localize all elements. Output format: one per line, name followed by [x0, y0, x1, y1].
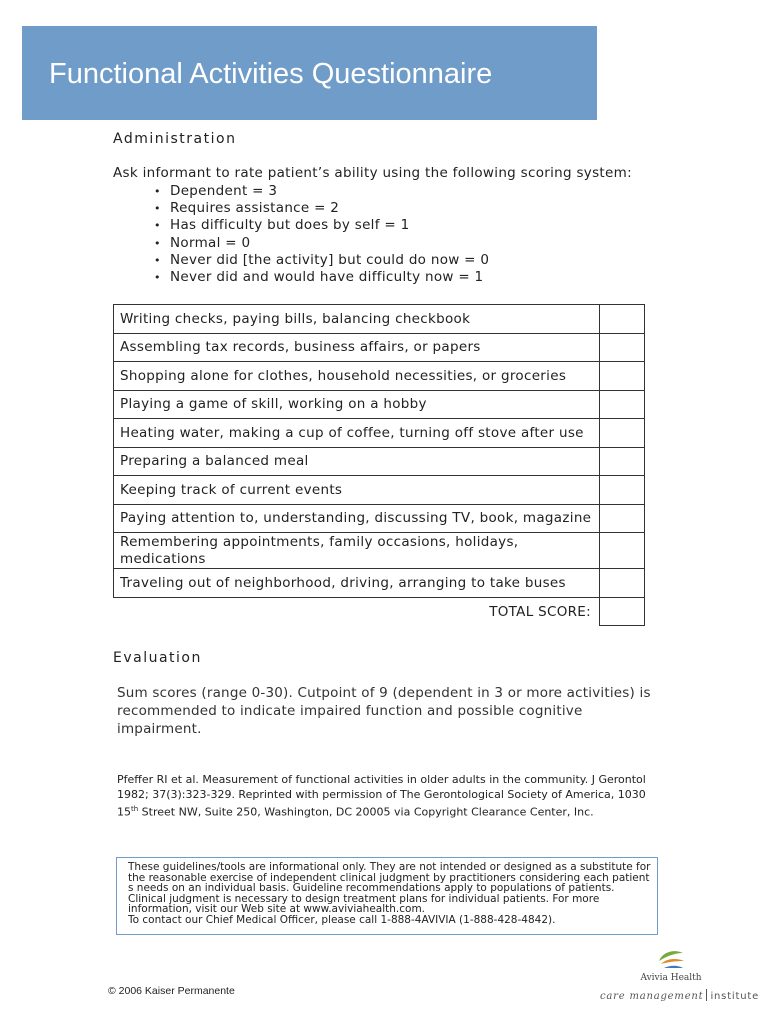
score-box[interactable]	[600, 419, 645, 448]
score-box[interactable]	[600, 569, 645, 598]
disclaimer-contact: To contact our Chief Medical Officer, please call 1-888-4AVIVIA (1-888-428-4842).	[128, 913, 556, 926]
activity-label: Traveling out of neighborhood, driving, arranging to take buses	[114, 569, 600, 598]
activity-label: Keeping track of current events	[114, 476, 600, 505]
table-row	[114, 390, 645, 419]
table-row	[114, 476, 645, 505]
logo-tagline	[600, 989, 759, 1002]
avivia-logo	[598, 945, 760, 1007]
activity-label: Remembering appointments, family occasions, holidays, medications	[114, 533, 600, 569]
activities-table	[113, 304, 645, 626]
activity-label: Writing checks, paying bills, balancing checkbook	[114, 305, 600, 334]
disclaimer-text: These guidelines/tools are informational only. They are not intended or designed as a substitute for the reasonable exercise of independent clinical judgment by practitioners considering each patient s needs on an individual basis. Guideline recommendations apply to populations of patients. Clinical judgment is necessary to design treatment plans for individual patients. For more information, visit our Web site at www.aviviahealth.com.	[128, 861, 651, 915]
total-row	[114, 597, 645, 626]
score-box[interactable]	[600, 476, 645, 505]
administration-heading: Administration	[113, 131, 237, 147]
scoring-item: • Requires assistance = 2	[154, 200, 489, 217]
score-box[interactable]	[600, 447, 645, 476]
title-banner	[22, 26, 597, 120]
avivia-leaf-icon	[655, 947, 687, 973]
page-title: Functional Activities Questionnaire	[49, 58, 493, 90]
activity-label: Preparing a balanced meal	[114, 447, 600, 476]
table-row	[114, 305, 645, 334]
score-box[interactable]	[600, 305, 645, 334]
disclaimer-box	[116, 857, 658, 935]
citation-text: Pfeffer RI et al. Measurement of functional activities in older adults in the community. J Gerontol 1982; 37(3):323-329. Reprinted with permission of The Gerontological Society of America, 1030 15	[117, 773, 646, 819]
activity-label: Shopping alone for clothes, household necessities, or groceries	[114, 362, 600, 391]
table-row	[114, 504, 645, 533]
table-row	[114, 447, 645, 476]
table-row	[114, 362, 645, 391]
scoring-item: • Dependent = 3	[154, 183, 489, 200]
table-row	[114, 569, 645, 598]
score-box[interactable]	[600, 533, 645, 569]
activity-label: Heating water, making a cup of coffee, turning off stove after use	[114, 419, 600, 448]
scoring-item: • Never did and would have difficulty now = 1	[154, 269, 489, 286]
scoring-item: • Has difficulty but does by self = 1	[154, 217, 489, 234]
scoring-item: • Normal = 0	[154, 235, 489, 252]
logo-tagline-main: care management	[600, 991, 704, 1002]
copyright: © 2006 Kaiser Permanente	[108, 985, 235, 997]
total-score-box[interactable]	[600, 597, 645, 626]
citation-text-end: Street NW, Suite 250, Washington, DC 20005 via Copyright Clearance Center, Inc.	[138, 805, 594, 819]
table-row	[114, 533, 645, 569]
total-score-label: TOTAL SCORE:	[489, 603, 591, 620]
logo-name: Avivia Health	[640, 973, 702, 983]
activity-label: Assembling tax records, business affairs, or papers	[114, 333, 600, 362]
score-box[interactable]	[600, 362, 645, 391]
logo-tagline-institute: institute	[710, 991, 760, 1002]
evaluation-text: Sum scores (range 0-30). Cutpoint of 9 (dependent in 3 or more activities) is recommended to indicate impaired function and possible cognitive impairment.	[117, 685, 651, 737]
citation-superscript: th	[131, 805, 139, 813]
scoring-instructions: Ask informant to rate patient’s ability using the following scoring system:	[113, 165, 632, 181]
table-row	[114, 419, 645, 448]
table-row	[114, 333, 645, 362]
score-box[interactable]	[600, 390, 645, 419]
scoring-item: • Never did [the activity] but could do now = 0	[154, 252, 489, 269]
activity-label: Paying attention to, understanding, discussing TV, book, magazine	[114, 504, 600, 533]
scoring-list	[154, 183, 489, 286]
citation	[117, 772, 647, 820]
activity-label: Playing a game of skill, working on a hobby	[114, 390, 600, 419]
evaluation-heading: Evaluation	[113, 650, 202, 666]
score-box[interactable]	[600, 504, 645, 533]
score-box[interactable]	[600, 333, 645, 362]
